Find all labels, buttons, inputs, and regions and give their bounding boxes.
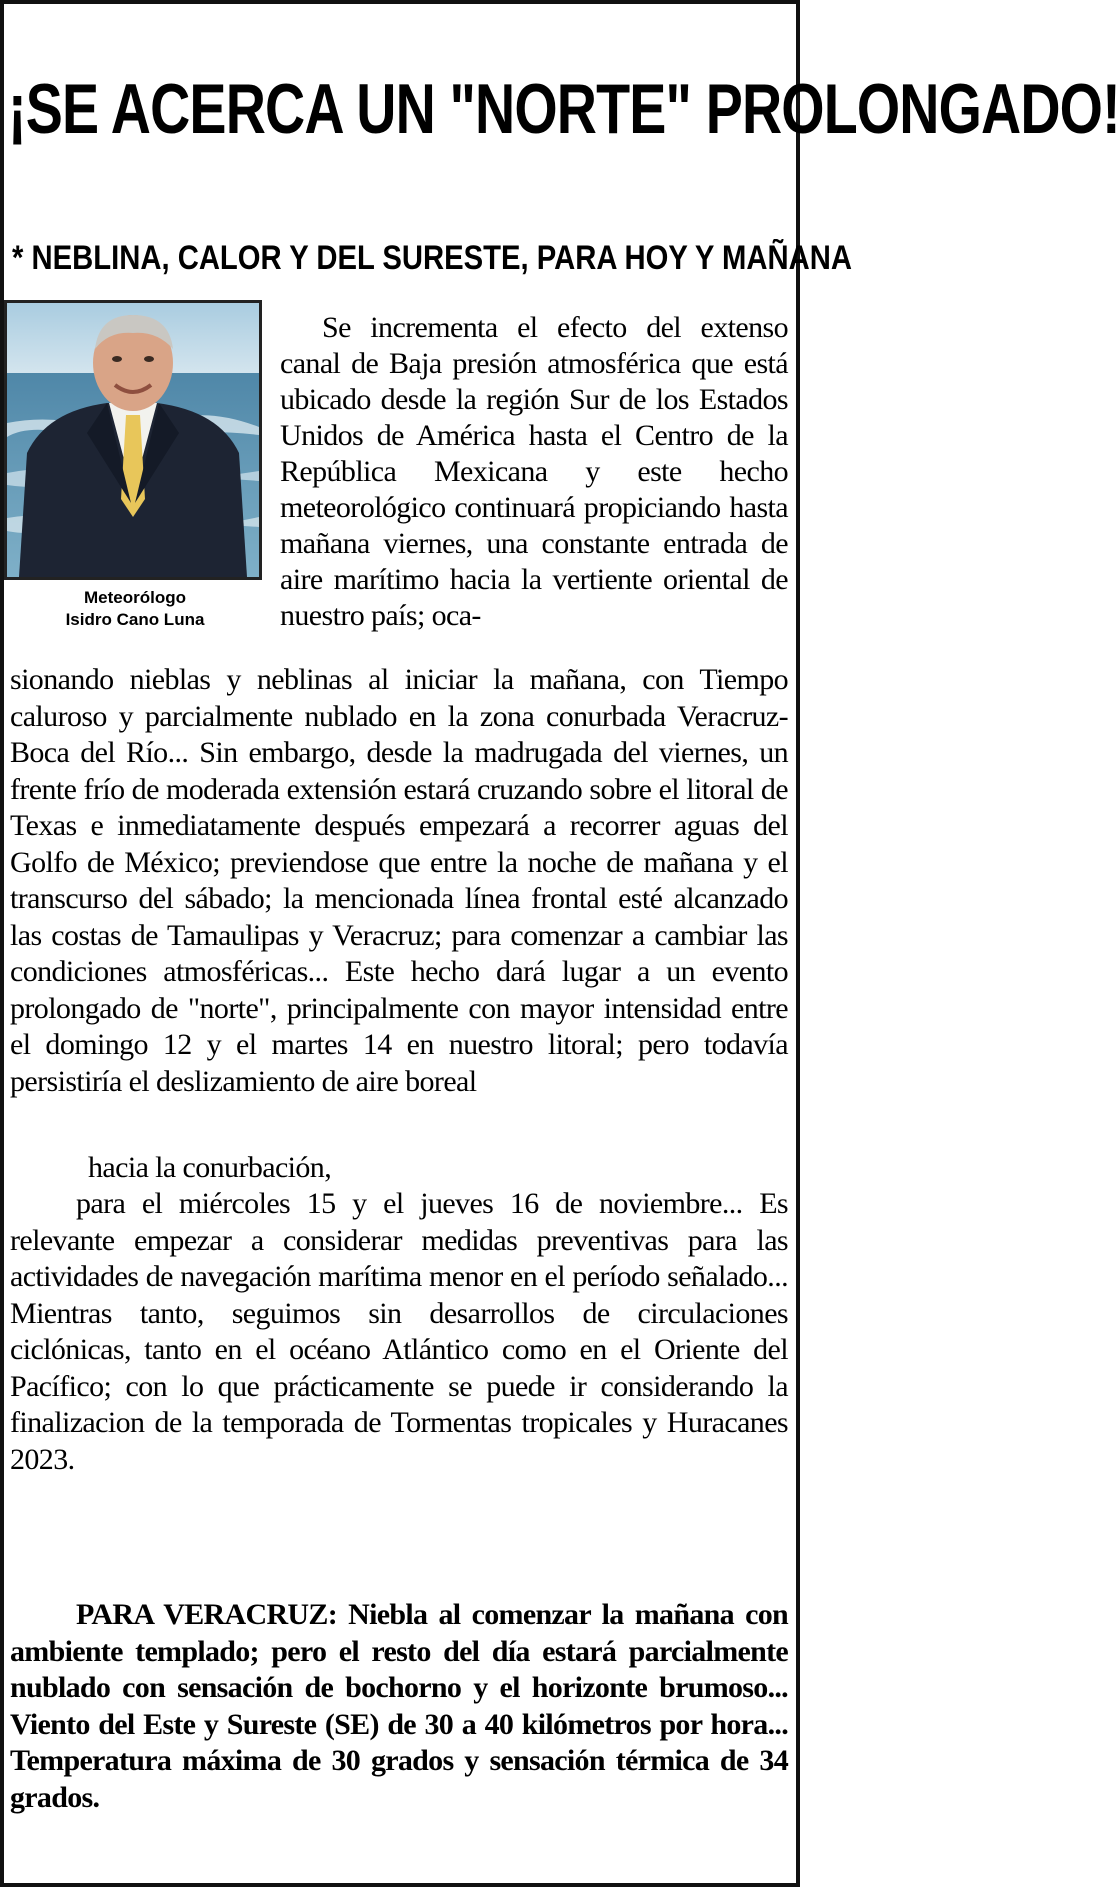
eye xyxy=(112,356,122,362)
paragraph-text: sionando nieblas y neblinas al iniciar la mañana, con Tiempo caluroso y parcialmente nublado en la zona conurbada Veracruz-Boca del Río... Sin embargo, desde la madrugada del viernes, un frente frío de moderada extensión estará cruzando sobre el litoral de Texas e inmediatamente después empezará a recorrer aguas del Golfo de México; previendose que entre la noche de mañana y el transcurso del sábado; la mencionada línea frontal esté alcanzado las costas de Tamaulipas y Veracruz; para comenzar a cambiar las condiciones atmosféricas... Este hecho dará lugar a un evento prolongado de "norte", principalmente con mayor intensidad entre el domingo 12 y el martes 14 en nuestro litoral; pero todavía persistiría el deslizamiento de aire boreal xyxy=(10,663,788,1098)
veracruz-forecast xyxy=(10,1597,788,1816)
caption-title: Meteorólogo xyxy=(84,588,186,607)
article-paragraph-2-lead: hacia la conurbación, xyxy=(88,1151,332,1184)
article-headline: ¡SE ACERCA UN "NORTE" PROLONGADO! xyxy=(8,70,1120,149)
caption-name: Isidro Cano Luna xyxy=(65,610,205,629)
meteorologist-photo xyxy=(4,300,262,580)
photo-caption xyxy=(4,587,266,631)
article-paragraph-1-start xyxy=(280,310,788,634)
article-paragraph-2 xyxy=(10,1186,788,1478)
forecast-text: PARA VERACRUZ: Niebla al comenzar la mañana con ambiente templado; pero el resto del día estará parcialmente nublado con sensación de bochorno y el horizonte brumoso... Viento del Este y Sureste (SE) de 30 a 40 kilómetros por hora... Temperatura máxima de 30 grados y sensación térmica de 34 grados. xyxy=(10,1598,788,1814)
portrait-illustration xyxy=(7,303,259,577)
article-frame-bottom-edge xyxy=(0,1883,800,1887)
article-subheadline: * NEBLINA, CALOR Y DEL SURESTE, PARA HOY Y MAÑANA xyxy=(12,239,852,277)
paragraph-text: para el miércoles 15 y el jueves 16 de noviembre... Es relevante empezar a considerar medidas preventivas para las actividades de navegación marítima menor en el período señalado... Mientras tanto, seguimos sin desarrollos de circulaciones ciclónicas, tanto en el océano Atlántico como en el Oriente del Pacífico; con lo que prácticamente se puede ir considerando la finalizacion de la temporada de Tormentas tropicales y Huracanes 2023. xyxy=(10,1187,788,1476)
paragraph-text: Se incrementa el efecto del extenso canal de Baja presión atmosférica que está ubicado desde la región Sur de los Estados Unidos de América hasta el Centro de la República Mexicana y este hecho meteorológico continuará propiciando hasta mañana viernes, una constante entrada de aire marítimo hacia la vertiente oriental de nuestro país; oca- xyxy=(280,311,788,632)
eye xyxy=(144,356,154,362)
article-paragraph-1-continued xyxy=(10,662,788,1100)
